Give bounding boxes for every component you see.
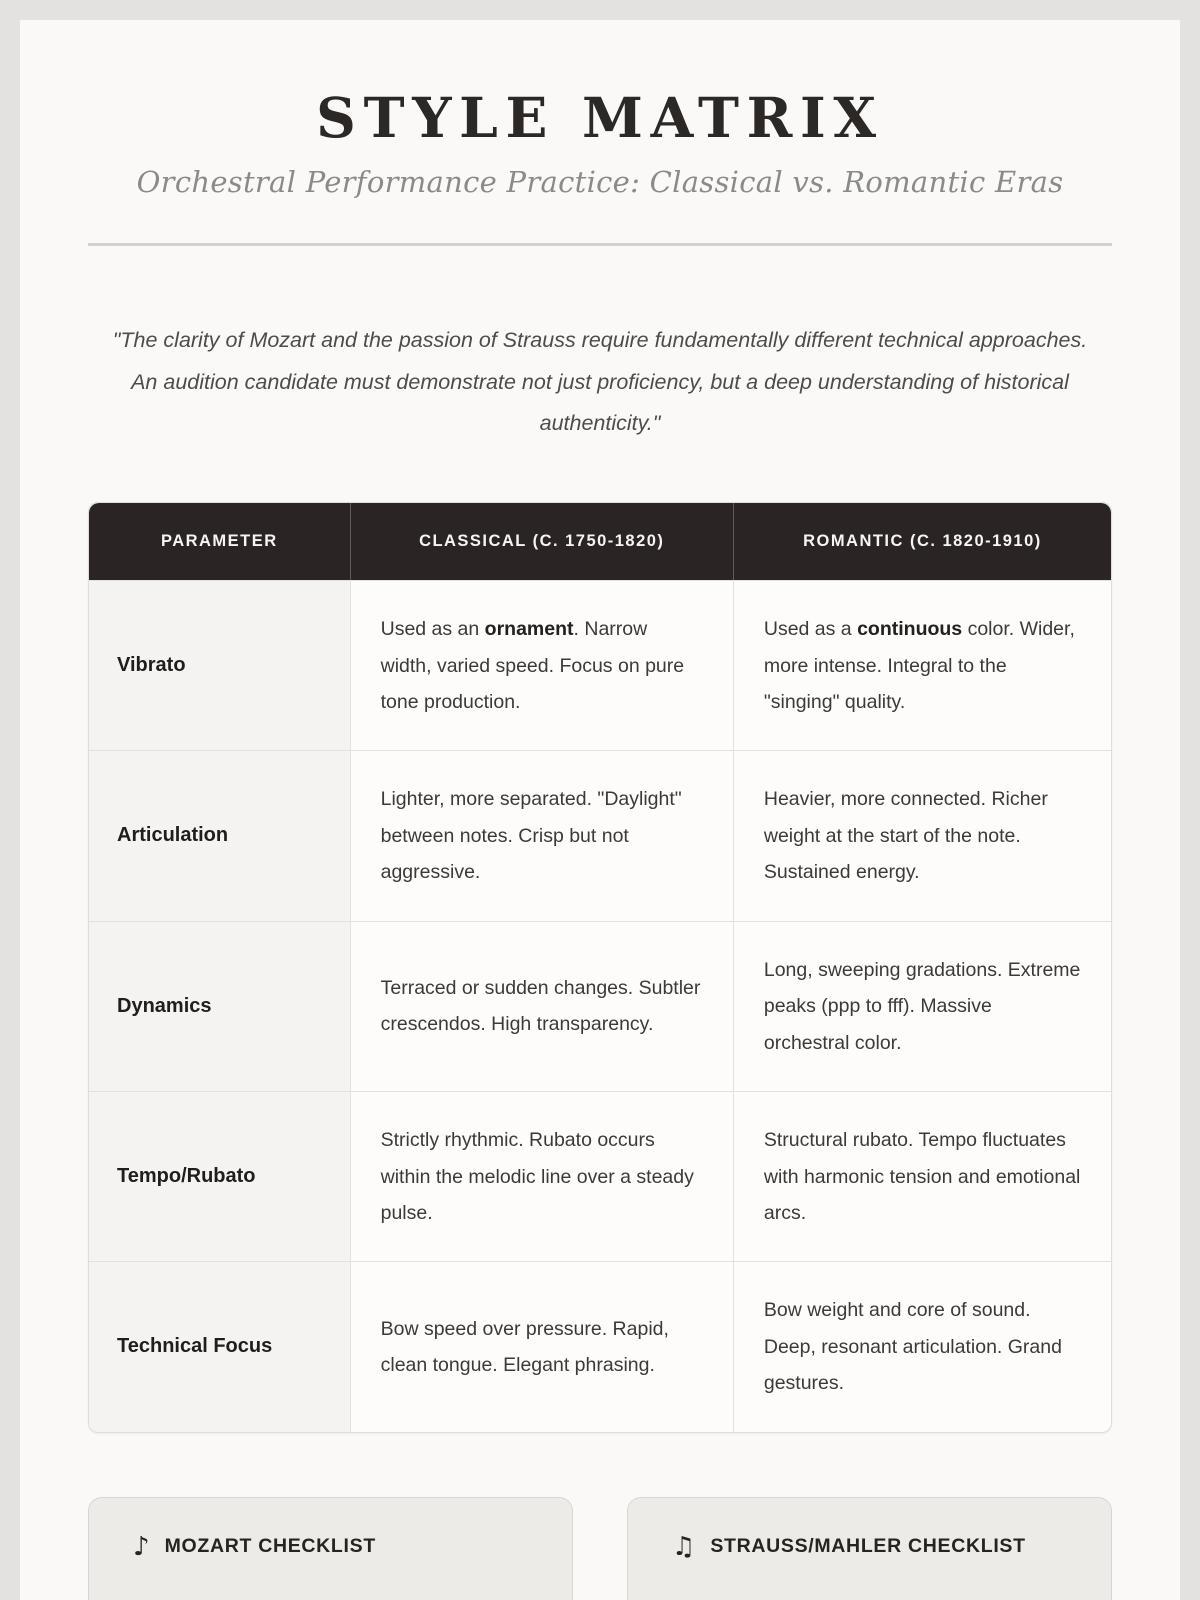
classical-cell: Lighter, more separated. "Daylight" between notes. Crisp but not aggressive. xyxy=(350,750,733,920)
table-header xyxy=(89,503,1111,580)
checklist-card-mozart xyxy=(88,1497,573,1600)
page-subtitle: Orchestral Performance Practice: Classical vs. Romantic Eras xyxy=(136,165,1064,200)
parameter-cell: Tempo/Rubato xyxy=(89,1091,350,1261)
eighth-note-icon: ♪ xyxy=(133,1531,150,1562)
parameter-cell: Technical Focus xyxy=(89,1261,350,1431)
page-title: STYLE MATRIX xyxy=(316,85,884,150)
column-header-classical: CLASSICAL (C. 1750-1820) xyxy=(350,503,733,580)
parameter-cell: Dynamics xyxy=(89,921,350,1091)
document-page xyxy=(20,20,1180,1600)
checklist-card-strauss-mahler xyxy=(627,1497,1112,1600)
document-header xyxy=(88,86,1112,246)
classical-cell: Strictly rhythmic. Rubato occurs within the melodic line over a steady pulse. xyxy=(350,1091,733,1261)
romantic-cell: Bow weight and core of sound. Deep, resonant articulation. Grand gestures. xyxy=(733,1261,1111,1431)
checklist-title-strauss-mahler: STRAUSS/MAHLER CHECKLIST xyxy=(710,1535,1026,1558)
column-header-parameter: PARAMETER xyxy=(89,503,350,580)
column-header-romantic: ROMANTIC (C. 1820-1910) xyxy=(733,503,1111,580)
romantic-cell: Structural rubato. Tempo fluctuates with harmonic tension and emotional arcs. xyxy=(733,1091,1111,1261)
romantic-cell: Long, sweeping gradations. Extreme peaks (ppp to fff). Massive orchestral color. xyxy=(733,921,1111,1091)
classical-cell: Terraced or sudden changes. Subtler crescendos. High transparency. xyxy=(350,921,733,1091)
table-row xyxy=(89,921,1111,1091)
classical-cell: Used as an ornament. Narrow width, varied speed. Focus on pure tone production. xyxy=(350,580,733,750)
style-matrix-table-container xyxy=(88,502,1112,1433)
parameter-cell: Vibrato xyxy=(89,580,350,750)
style-matrix-table xyxy=(88,502,1112,1433)
header-divider xyxy=(88,243,1112,246)
parameter-cell: Articulation xyxy=(89,750,350,920)
checklist-card-mozart-header xyxy=(133,1531,528,1562)
classical-cell: Bow speed over pressure. Rapid, clean tongue. Elegant phrasing. xyxy=(350,1261,733,1431)
table-row xyxy=(89,1091,1111,1261)
checklist-title-mozart: MOZART CHECKLIST xyxy=(164,1535,376,1558)
romantic-cell: Used as a continuous color. Wider, more intense. Integral to the "singing" quality. xyxy=(733,580,1111,750)
checklist-cards xyxy=(88,1497,1112,1600)
beamed-notes-icon: ♫ xyxy=(672,1531,696,1562)
table-row xyxy=(89,580,1111,750)
checklist-card-strauss-mahler-header xyxy=(672,1531,1067,1562)
table-row xyxy=(89,1261,1111,1431)
style-matrix-table-body xyxy=(89,580,1111,1432)
romantic-cell: Heavier, more connected. Richer weight at the start of the note. Sustained energy. xyxy=(733,750,1111,920)
pull-quote: "The clarity of Mozart and the passion of Strauss require fundamentally different technical approaches. An audition candidate must demonstrate not just proficiency, but a deep understanding of historical authenticity." xyxy=(112,328,1088,435)
table-row xyxy=(89,750,1111,920)
